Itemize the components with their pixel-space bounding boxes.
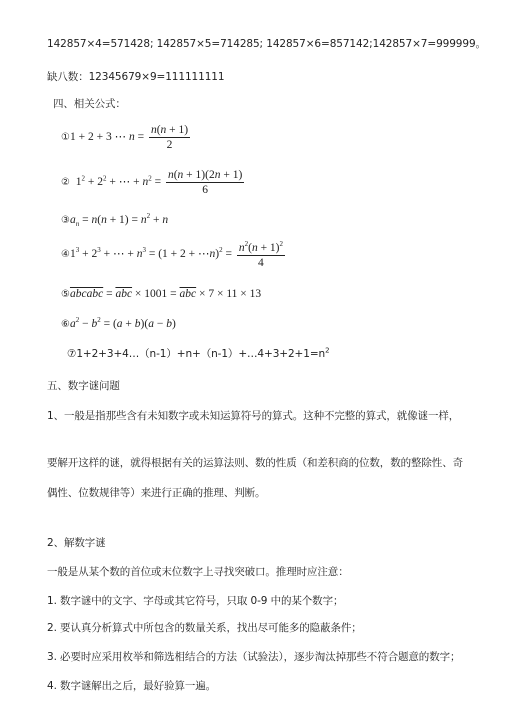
list-item-4: 4. 数字谜解出之后，最好验算一遍。: [47, 680, 217, 692]
list-item-2: 2. 要认真分析算式中所包含的数量关系，找出尽可能多的隐蔽条件；: [47, 622, 362, 634]
formula-4: $④1^3 + 2^3$ + ⋯ + $n^3 = (1 + 2$ + ⋯n)$^2$ = $\frac{n^2(n + 1)^2}{4}$: [61, 240, 284, 269]
list-item-1: 1. 数字谜中的文字、字母或其它符号，只取 0-9 中的某个数字；: [47, 595, 344, 607]
paragraph-line-4: 一般是从某个数的首位或末位数字上寻找突破口。推理时应注意：: [47, 566, 349, 578]
text-line-missing-eight: 缺八数：12345679×9=111111111: [47, 71, 225, 83]
formula-1-number: ①: [61, 132, 70, 144]
text-line-142857: 142857×4=571428; 142857×5=714285; 142857×6=857142;142857×7=999999。: [47, 38, 486, 50]
formula-2: ② $1^2 + 2^2$ + ⋯ + $n^2$ = $\frac{n(n + 1)(2n + 1)}{6}$: [61, 169, 243, 196]
formula-3-number: ③: [61, 214, 70, 226]
formula-6: $⑥a^2 - b^2 = (a + b)(a - b)$: [61, 316, 176, 330]
formula-5: ⑤abcabc = $\overline{abc} \times 1001 = \overline{abc} \times 7 \times 11 \times 13$: [61, 288, 262, 300]
paragraph-line-2: 要解开这样的谜，就得根据有关的运算法则、数的性质（和差积商的位数，数的整除性、奇: [47, 457, 463, 469]
section-heading-number-puzzles: 五、数字谜问题: [47, 380, 120, 392]
formula-5-number: ⑤: [61, 289, 70, 300]
paragraph-line-1: 1、一般是指那些含有未知数字或未知运算符号的算式。这种不完整的算式，就像谜一样，: [47, 410, 460, 422]
formula-4-number: ④: [61, 249, 70, 261]
formula-6-number: ⑥: [61, 318, 70, 330]
paragraph-line-3: 偶性、位数规律等）来进行正确的推理、判断。: [47, 487, 266, 499]
formula-1: ①1 + 2 + 3 ⋯ n = $\frac{n(n + 1)}{2}$: [61, 124, 189, 151]
section-heading-formulas: 四、相关公式：: [53, 98, 126, 110]
subheading-solve-puzzles: 2、解数字谜: [47, 537, 106, 549]
formula-7-text: ⑦1+2+3+4…（n-1）+n+（n-1）+…4+3+2+1=n: [67, 348, 326, 360]
list-item-3: 3. 必要时应采用枚举和筛选相结合的方法（试验法），逐步淘汰掉那些不符合题意的数字；: [47, 651, 461, 663]
formula-7: [67, 346, 329, 361]
formula-7-exponent: 2: [325, 346, 330, 355]
formula-3: $③a_n = n(n + 1) = n^2 + n$: [61, 212, 169, 229]
formula-2-number: ②: [61, 177, 70, 189]
